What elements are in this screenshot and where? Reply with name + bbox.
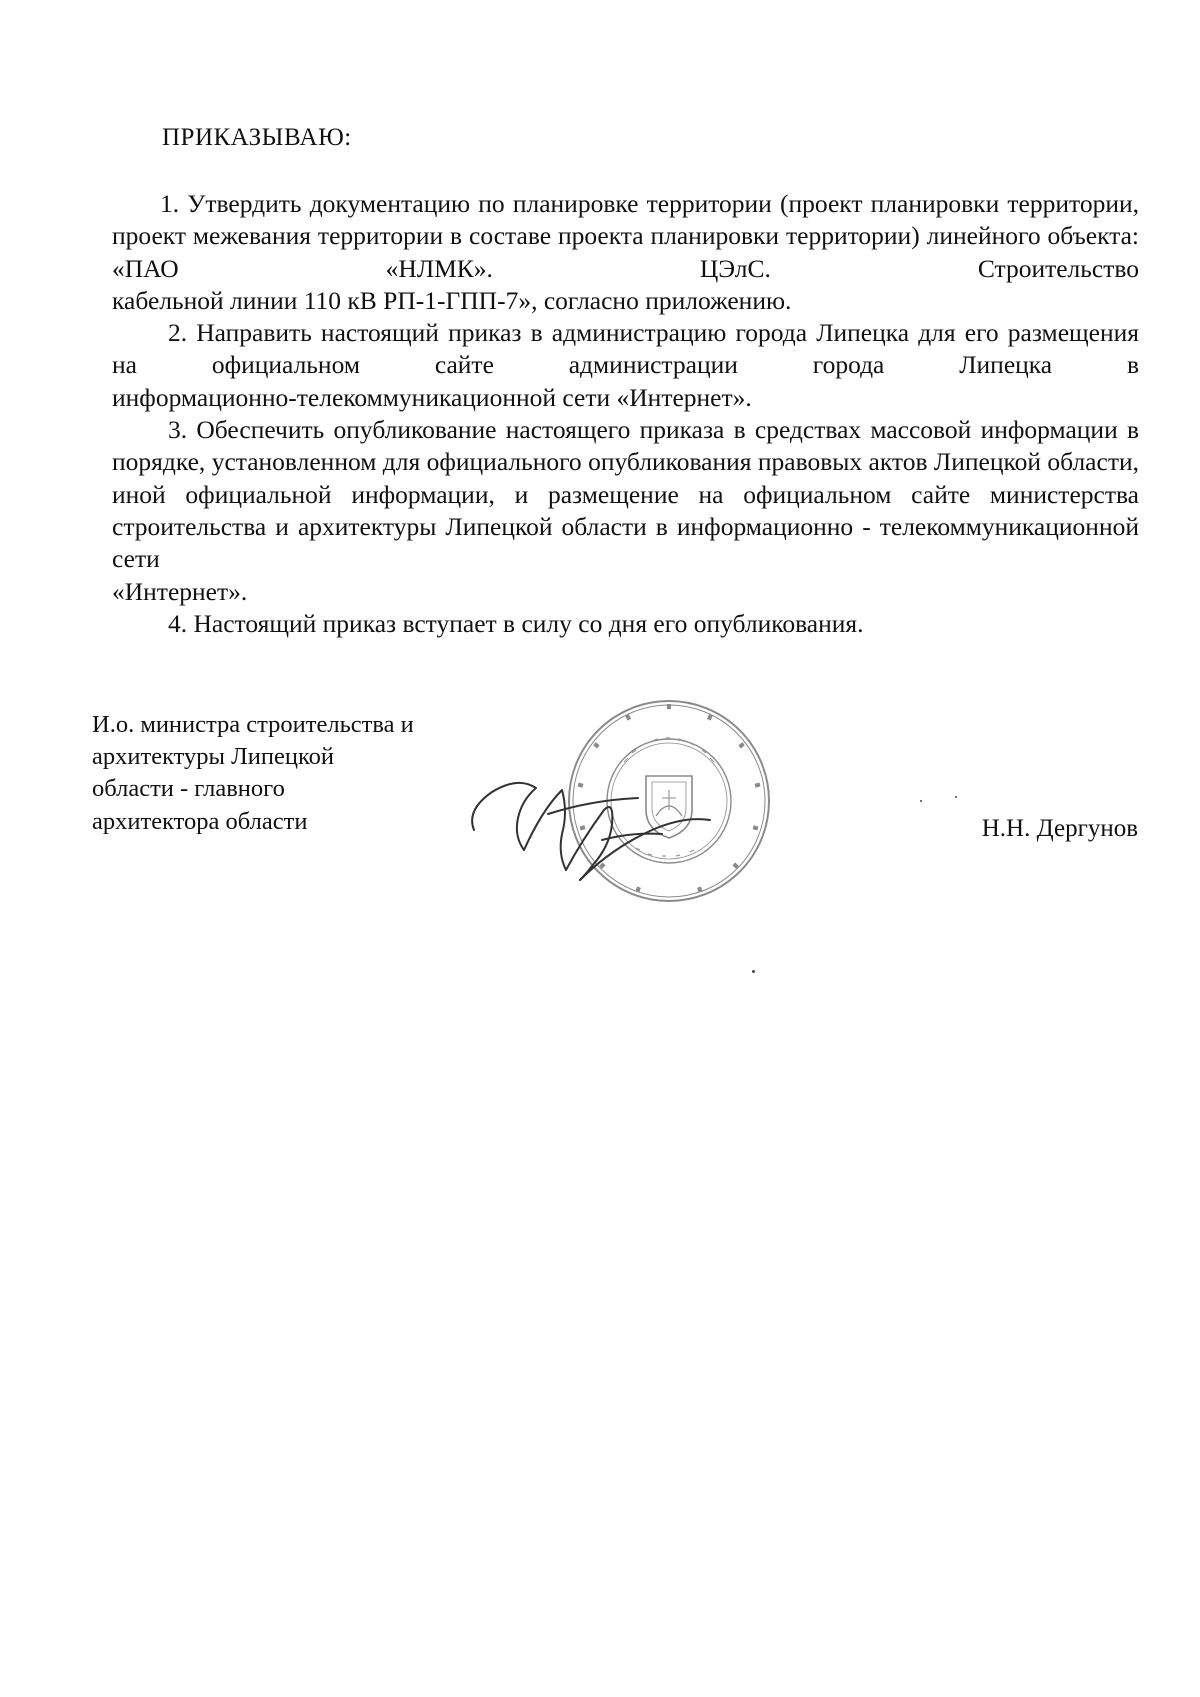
scan-speck (920, 800, 922, 802)
order-item-3-line-6: «Интернет». (112, 576, 248, 606)
order-body (112, 188, 1139, 640)
signatory-position (92, 709, 414, 838)
order-item-3-line-1: 3. Обеспечить опубликование настоящего приказа в средствах массовой (168, 415, 972, 445)
signatory-position-line: И.о. министра строительства и (92, 711, 414, 738)
order-heading: ПРИКАЗЫВАЮ: (162, 124, 352, 151)
scan-speck (752, 970, 755, 973)
order-item-2-line-2: размещения на официальном сайте администрации города Липецка в (112, 318, 1139, 380)
order-item-3 (112, 414, 1139, 575)
order-item-1-line-1: 1. Утвердить документацию по планировке территории (проект планировки (160, 189, 1000, 218)
order-item-2-line-1: 2. Направить настоящий приказ в администрацию города Липецка для его (168, 318, 999, 348)
scan-speck (955, 796, 957, 798)
signatory-position-line: области - главного (92, 775, 285, 803)
order-item-4 (112, 608, 1139, 640)
signatory-position-line: архитектуры Липецкой (92, 743, 334, 771)
order-item-1-line-2: территории, проект межевания территории в составе проекта планировки (112, 189, 1139, 251)
order-item-3-end (112, 576, 1139, 608)
order-item-2-line-3: информационно-телекоммуникационной сети «Интернет». (112, 382, 752, 412)
order-item-2-end (112, 382, 1139, 414)
order-item-3-line-2: информации в порядке, установленном для официального опубликования (112, 415, 1139, 477)
signatory-position-line: архитектора области (92, 807, 308, 835)
order-item-2 (112, 317, 1139, 382)
order-item-3-line-3: правовых актов Липецкой области, иной официальной информации, и (112, 447, 1139, 509)
order-item-1-end (112, 285, 1139, 317)
order-item-3-line-4: размещение на официальном сайте министерства строительства и архитектуры (112, 479, 1140, 541)
order-item-3-line-5: Липецкой области в информационно - телекоммуникационной сети (112, 511, 1139, 574)
order-item-4-line-1: 4. Настоящий приказ вступает в силу со дня его опубликования. (168, 608, 864, 638)
order-item-1 (112, 188, 1139, 285)
signatory-name: Н.Н. Дергунов (981, 815, 1138, 842)
order-item-1-line-4: кабельной линии 110 кВ РП-1-ГПП-7», согласно приложению. (112, 285, 792, 315)
order-item-1-line-3: территории) линейного объекта: «ПАО «НЛМК». ЦЭлС. Строительство (112, 221, 1139, 283)
handwritten-signature-icon (462, 770, 732, 890)
